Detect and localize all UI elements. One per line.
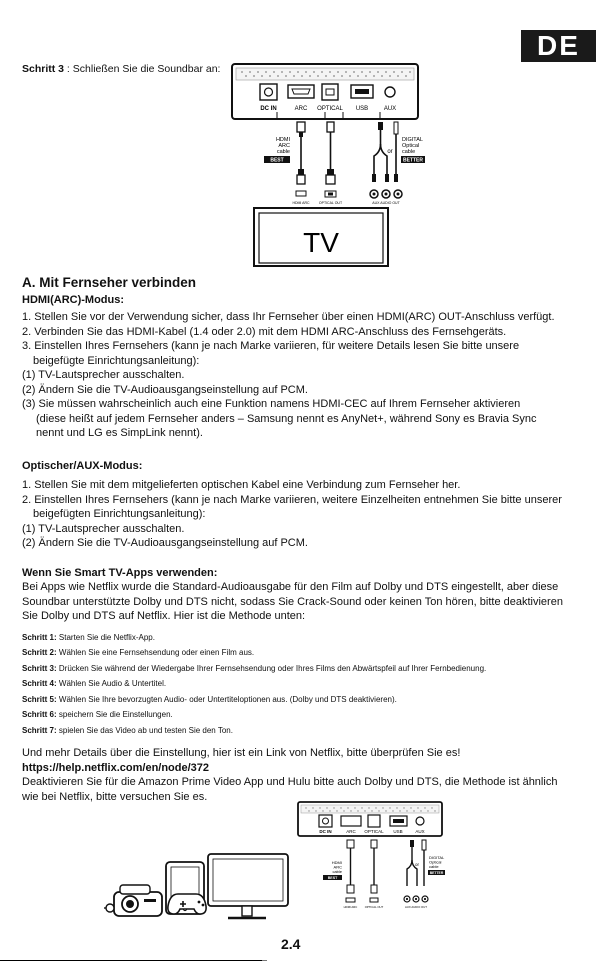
port-label-aux: AUX [383,106,397,112]
footer-rule [0,960,262,961]
hdmi-line: 1. Stellen Sie vor der Verwendung sicher, dass Ihr Fernseher über einen HDMI(ARC) OUT-Anschluss verfügt. [22,311,555,323]
port-label-dcin: DC IN [260,106,277,112]
optical-line: beigefügten Einrichtungsanleitung): [33,508,206,520]
netflix-step: Schritt 1: Starten Sie die Netflix-App. [22,632,155,642]
hdmi-cable-label: cable [276,149,290,155]
hdmi-cable-label: HDMI [275,137,290,143]
step3-label: Schritt 3 [22,63,65,75]
port-label-optical: OPTICAL [364,829,384,834]
optical-cable-label: Optical [429,859,442,865]
smart-tv-intro-line: Bei Apps wie Netflix wurde die Standard-Audioausgabe für den Film auf Dolby und DTS eingestellt, aber diese [22,581,559,593]
optical-mode-heading: Optischer/AUX-Modus: [22,460,143,472]
netflix-step: Schritt 4: Wählen Sie Audio & Untertitel. [22,679,167,688]
hdmi-line: (diese heißt auf jedem Fernseher anders – Samsung nennt es AnyNet+, während Sony es Bravia Sync [36,412,537,425]
hdmi-mode-section [22,293,582,441]
page-number: 2.4 [281,936,301,952]
hdmi-best-badge: BEST [270,157,284,164]
amazon-line: wie bei Netflix, bitte versuchen Sie es. [22,790,208,803]
tv-port-hdmi-label: HDMI ARC [343,905,358,909]
hdmi-best-badge: BEST [327,876,338,880]
hdmi-line: (2) Ändern Sie die TV-Audioausgangseinstellung auf PCM. [22,383,308,396]
optical-cable-label: cable [402,149,416,155]
tv-label: TV [303,227,339,258]
hdmi-line: beigefügte Einrichtungsanleitung): [33,354,200,367]
devices-illustration [104,852,290,922]
amazon-line: Deaktivieren Sie für die Amazon Prime Video App und Hulu bitte auch Dolby und DTS, die Methode ist ähnlich [22,776,558,788]
optical-mode-section [22,459,582,551]
port-label-usb: USB [355,106,369,112]
netflix-step: Schritt 3: Drücken Sie während der Wiedergabe Ihrer Fernsehsendung oder Ihres Films den Abwärtspfeil auf Ihrer Fernbedienung. [22,663,487,673]
smart-tv-heading: Wenn Sie Smart TV-Apps verwenden: [22,567,218,579]
hdmi-line: (1) TV-Lautsprecher ausschalten. [22,369,185,381]
tv-port-optical-label: OPTICAL OUT [364,905,384,909]
optical-better-badge: BETTER [403,157,423,164]
port-label-arc: ARC [294,106,308,112]
step3-text: : Schließen Sie die Soundbar an: [64,63,221,75]
netflix-step: Schritt 5: Wählen Sie Ihre bevorzugten Audio- oder Untertiteloptionen aus. (Dolby und DTS deaktivieren). [22,694,397,704]
optical-cable-label: cable [429,864,439,869]
hdmi-cable-label: HDMI [331,860,342,865]
port-label-dcin: DC IN [319,829,332,834]
tv-port-aux-label: AUX AUDIO OUT [405,905,427,909]
connection-diagram-bottom [296,800,446,916]
netflix-help-link[interactable]: https://help.netflix.com/en/node/372 [22,761,210,774]
connection-diagram-top [230,62,426,267]
hdmi-line: (3) Sie müssen wahrscheinlich auch eine Funktion namens HDMI-CEC auf Ihrem Fernseher aktivieren [22,398,521,410]
optical-line: (2) Ändern Sie die TV-Audioausgangseinstellung auf PCM. [22,537,308,549]
smart-tv-intro-line: Sie Dolby und DTS auf Netflix. Hier ist die Methode unten: [22,610,306,622]
optical-line: 2. Einstellen Ihres Fernsehers (kann je nach Marke variieren, weitere Einzelheiten entnehmen Sie bitte unserer [22,493,562,506]
language-tab: DE [521,30,596,62]
optical-cable-label: DIGITAL [429,855,445,860]
hdmi-cable-label: ARC [333,864,342,870]
or-label: or [414,862,420,867]
hdmi-line: nennt und LG es SimpLink nennt). [36,427,203,439]
optical-line: (1) TV-Lautsprecher ausschalten. [22,522,185,535]
hdmi-cable-label: ARC [278,143,290,149]
optical-cable-label: DIGITAL [402,137,423,143]
more-details-text: Und mehr Details über die Einstellung, hier ist ein Link von Netflix, bitte überprüfen Sie es! [22,747,461,759]
tv-port-optical-label: OPTICAL OUT [318,201,343,205]
or-label: or [387,149,393,155]
section-a-title: A. Mit Fernseher verbinden [22,275,197,290]
netflix-step: Schritt 2: Wählen Sie eine Fernsehsendung oder einen Film aus. [22,648,255,657]
smart-tv-section [22,566,582,804]
port-label-usb: USB [393,829,403,834]
optical-cable-label: Optical [402,143,420,149]
tv-port-aux-label: AUX AUDIO OUT [372,201,400,205]
tv-port-hdmi-label: HDMI ARC [292,201,310,205]
hdmi-cable-label: cable [332,869,342,874]
port-label-arc: ARC [346,829,356,834]
optical-better-badge: BETTER [429,871,444,875]
port-label-aux: AUX [415,829,425,834]
netflix-step: Schritt 7: spielen Sie das Video ab und testen Sie den Ton. [22,725,233,735]
netflix-step: Schritt 6: speichern Sie die Einstellungen. [22,710,173,719]
footer-rule-end [262,960,267,961]
hdmi-line: 2. Verbinden Sie das HDMI-Kabel (1.4 oder 2.0) mit dem HDMI ARC-Anschluss des Fernsehgeräts. [22,325,507,338]
optical-line: 1. Stellen Sie mit dem mitgelieferten optischen Kabel eine Verbindung zum Fernseher her. [22,479,461,491]
step3-instruction [22,63,220,75]
hdmi-line: 3. Einstellen Ihres Fernsehers (kann je nach Marke variieren, für weitere Details lesen Sie bitte unsere [22,340,520,352]
smart-tv-intro-line: Soundbar unterstützte Dolby und DTS nicht, sodass Sie Crack-Sound oder keinen Ton hören, bitte deaktivieren [22,595,563,608]
hdmi-mode-heading: HDMI(ARC)-Modus: [22,294,125,306]
port-label-optical: OPTICAL [317,106,343,112]
